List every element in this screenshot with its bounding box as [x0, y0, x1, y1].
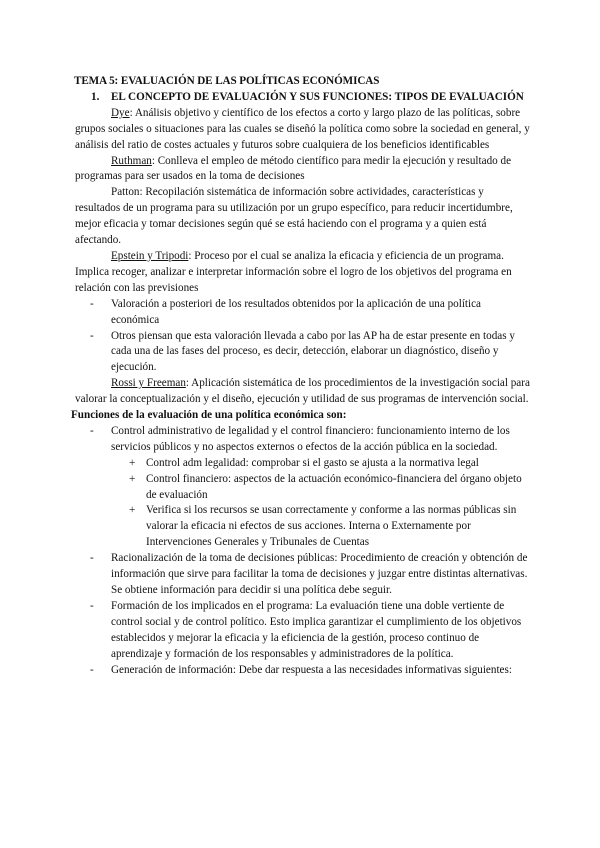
list-item: - Generación de información: Debe dar respuesta a las necesidades informativas siguientes: [71, 663, 530, 679]
section-number: 1. [91, 90, 100, 103]
sub-list-item: + Verifica si los recursos se usan correctamente y conforme a las normas públicas sin valorar la eficacia ni efectos de sus acciones. Interna o Externamente por Intervenciones Generales y Tribunales de Cuentas [129, 504, 517, 549]
dash-bullet: - [90, 552, 94, 565]
plus-bullet: + [129, 504, 136, 517]
plus-bullet: + [129, 472, 136, 485]
list-item: - Formación de los implicados en el programa: La evaluación tiene una doble vertiente de control social y de control político. Esto implica garantizar el cumplimiento de los objetivos establecidos y mejorar la eficacia y la eficiencia de la gestión, proceso continuo de aprendizaje y formación de los responsables y administradores de la política. [90, 599, 522, 660]
definition-epstein [71, 249, 530, 297]
dash-bullet: - [90, 663, 94, 676]
author-name: Ruthman [111, 154, 152, 167]
definition-patton [71, 185, 530, 249]
definition-text: : Análisis objetivo y científico de los efectos a corto y largo plazo de las políticas, sobre grupos sociales o situaciones para las cuales se diseñó la política como sobre la sociedad en general, y análisis del ratio de costes actuales y futuros sobre cualquiera de los beneficios identificables [75, 106, 530, 151]
dash-bullet: - [90, 424, 94, 437]
author-name: Patton [111, 186, 140, 199]
sub-list-item: + Control financiero: aspectos de la actuación económico-financiera del órgano objeto de evaluación [129, 472, 522, 501]
list-item: - Otros piensan que esta valoración llevada a cabo por las AP ha de estar presente en todas y cada una de las fases del proceso, es decir, detección, elaborar un diagnóstico, diseño y ejecución. [90, 329, 515, 374]
document-title: TEMA 5: EVALUACIÓN DE LAS POLÍTICAS ECONÓMICAS [74, 75, 380, 87]
author-name: Rossi y Freeman [111, 377, 186, 390]
sub-list-item: + Control adm legalidad: comprobar si el gasto se ajusta a la normativa legal [71, 456, 530, 472]
functions-heading: Funciones de la evaluación de una política económica son: [71, 409, 347, 422]
dash-bullet: - [90, 599, 94, 612]
list-item: - Valoración a posteriori de los resultados obtenidos por la aplicación de una política económica [90, 297, 482, 326]
definition-rossi [71, 376, 530, 408]
plus-bullet: + [129, 456, 136, 469]
definition-text: : Proceso por el cual se analiza la eficacia y eficiencia de un programa. Implica recoger, analizar e interpretar información sobre el logro de los objetivos del programa en relación con las previsiones [75, 249, 512, 294]
definition-ruthman [71, 154, 530, 186]
definition-text: : Conlleva el empleo de método científico para medir la ejecución y resultado de programas para ser usados en la toma de decisiones [75, 154, 512, 183]
section-heading [71, 90, 530, 106]
document-body [71, 74, 530, 678]
author-name: Dye [111, 106, 130, 119]
list-item: - Racionalización de la toma de decisiones públicas: Procedimiento de creación y obtención de información que sirve para facilitar la toma de decisiones y juzgar entre distintas alternativas. Se obtiene información para decidir si una política debe seguir. [90, 552, 528, 596]
dash-bullet: - [90, 329, 94, 342]
definition-text: : Aplicación sistemática de los procedimientos de la investigación social para valorar la conceptualización y el diseño, ejecución y utilidad de sus programas de intervención social. [75, 377, 530, 406]
definition-dye [71, 106, 530, 154]
list-item: - Control administrativo de legalidad y el control financiero: funcionamiento interno de los servicios públicos y no aspectos externos o efectos de la acción pública en la sociedad. [90, 424, 510, 453]
section-heading-text: EL CONCEPTO DE EVALUACIÓN Y SUS FUNCIONES: TIPOS DE EVALUACIÓN [111, 90, 524, 103]
author-name: Epstein y Tripodi [111, 249, 189, 262]
definition-text: : Recopilación sistemática de información sobre actividades, características y resultados de un programa para su utilización por un grupo específico, para reducir incertidumbre, mejor eficacia y tomar decisiones según qué se está haciendo con el programa y a quien está afectando. [75, 186, 513, 247]
dash-bullet: - [90, 297, 94, 310]
